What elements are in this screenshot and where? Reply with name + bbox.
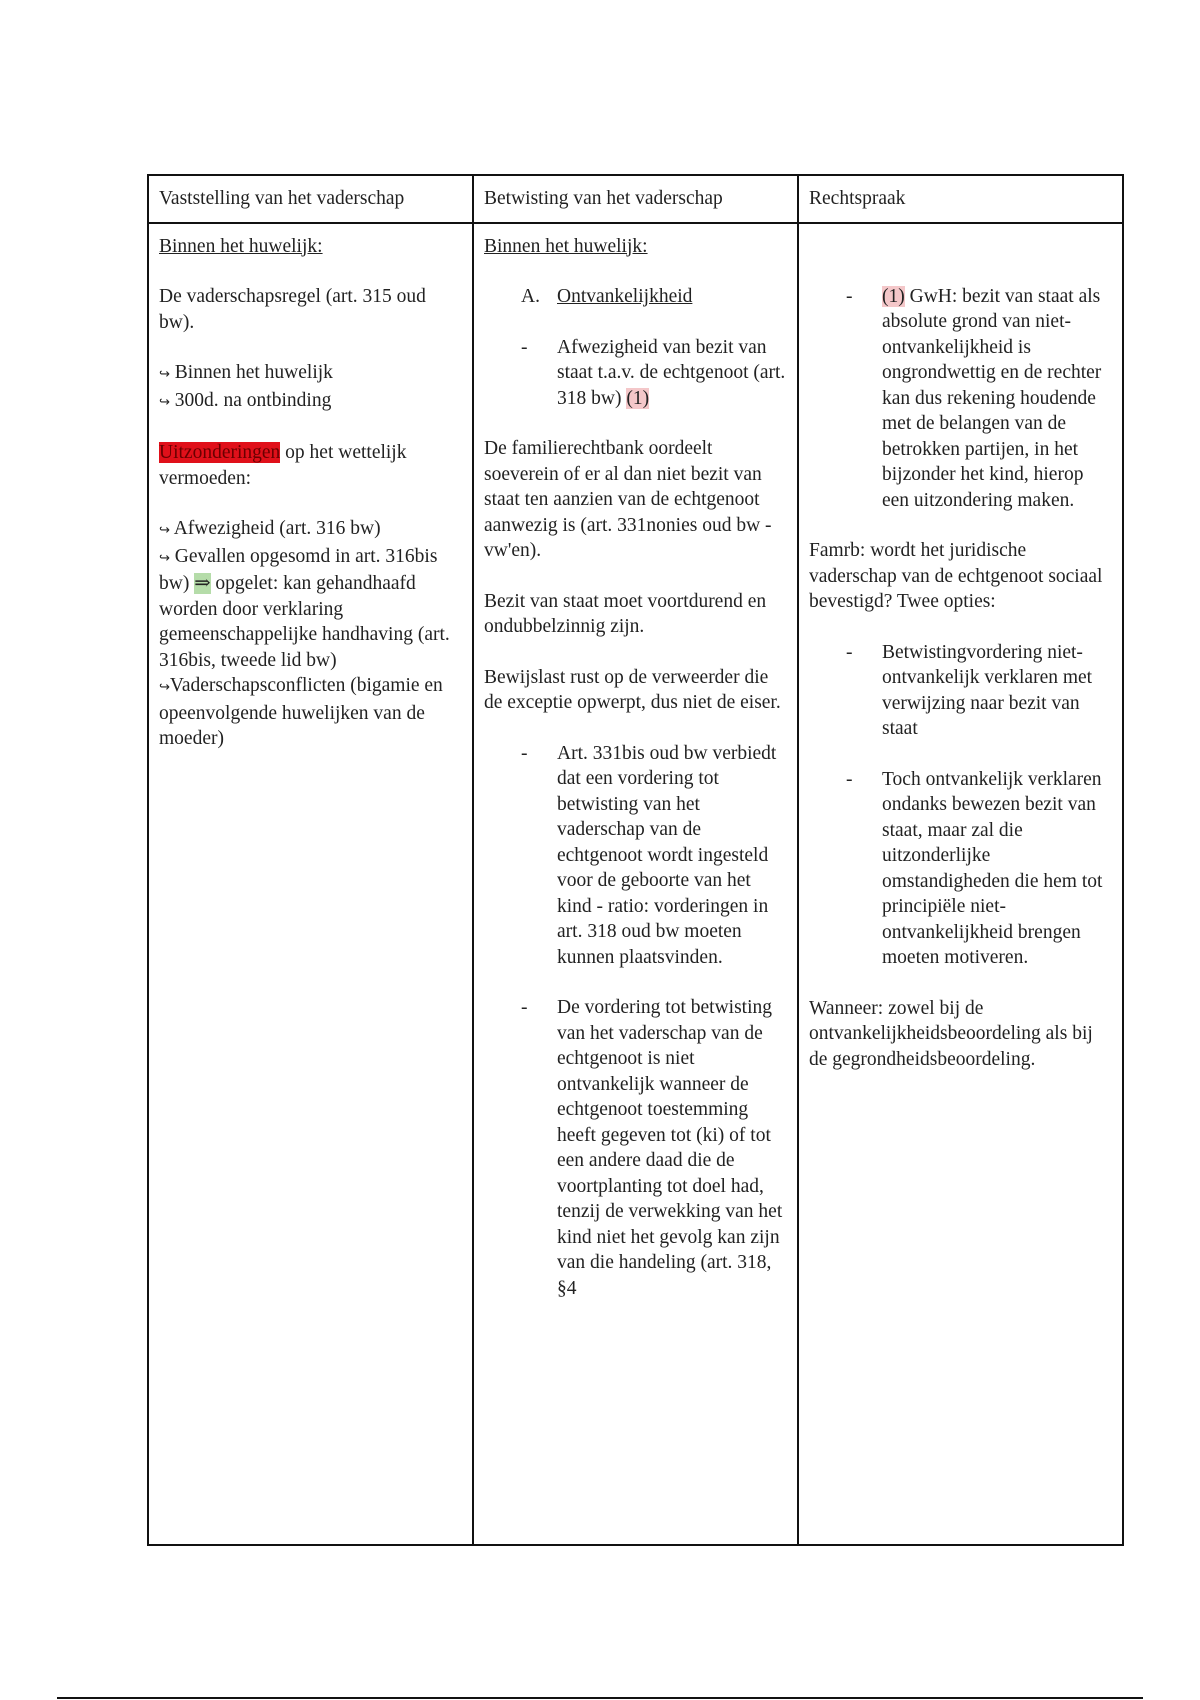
col2-dash-3-text: De vordering tot betwisting van het vaderschap van de echtgenoot is niet ontvankelijk wanneer de echtgenoot toestemming heeft gegeven tot (ki) of tot een andere daad die de voortplanting tot doel had, tenzij de verwekking van het kind niet het gevolg kan zijn van die handeling (art. 318, §4 xyxy=(557,997,783,1299)
col3-dash-item-2 xyxy=(809,640,1112,742)
col2-dash-item-1 xyxy=(484,335,787,412)
implies-arrow-icon: ⇒ xyxy=(194,573,211,594)
header-row xyxy=(148,175,1123,223)
col1-arrow-item-2 xyxy=(159,388,462,416)
footnote-ref: (1) xyxy=(626,387,650,409)
col3-dash-list-1 xyxy=(809,284,1112,514)
footer-divider xyxy=(57,1697,1143,1699)
col2-dash-item-3 xyxy=(484,995,787,1301)
cell-vaststelling xyxy=(148,223,473,1545)
col2-dash-2-text: Art. 331bis oud bw verbiedt dat een vordering tot betwisting van het vaderschap van de echtgenoot wordt ingesteld voor de geboorte van het kind - ratio: vorderingen in art. 318 oud bw moeten kunnen plaatsvinden. xyxy=(557,742,777,968)
arrow-icon: ↪ xyxy=(159,680,170,695)
col3-dash-list-2 xyxy=(809,640,1112,971)
exceptions-highlight: Uitzonderingen xyxy=(159,442,281,463)
col3-dash-3-text: Toch ontvankelijk verklaren ondanks bewezen bezit van staat, maar zal die uitzonderlijke omstandigheden die hem tot principiële niet-ontvankelijkheid brengen moeten motiveren. xyxy=(882,768,1103,968)
col1-arrow-item-1-text: Binnen het huwelijk xyxy=(174,362,333,383)
col3-para-2: Wanneer: zowel bij de ontvankelijkheidsbeoordeling als bij de gegrondheidsbeoordeling. xyxy=(809,997,1093,1070)
cell-rechtspraak xyxy=(798,223,1123,1545)
col3-dash-item-3 xyxy=(809,767,1112,971)
col2-dash-1-text: Afwezigheid van bezit van staat t.a.v. de echtgenoot (art. 318 bw) xyxy=(557,336,786,409)
dash-bullet: - xyxy=(846,641,853,663)
col1-arrow-item-3-text: Afwezigheid (art. 316 bw) xyxy=(173,518,381,539)
header-rechtspraak: Rechtspraak xyxy=(798,175,1123,223)
col2-para-1: De familierechtbank oordeelt soeverein of er al dan niet bezit van staat ten aanzien van de echtgenoot aanwezig is (art. 331nonies oud bw - vw'en). xyxy=(484,438,772,561)
col1-arrow-item-1 xyxy=(159,360,462,388)
col1-arrow-item-5-text: Vaderschapsconflicten (bigamie en opeenvolgende huwelijken van de moeder) xyxy=(159,675,443,749)
dash-bullet: - xyxy=(846,768,853,790)
col2-alpha-heading: Ontvankelijkheid xyxy=(557,286,693,307)
exceptions-rest: op het wettelijk vermoeden: xyxy=(159,442,407,489)
col2-dash-list-1 xyxy=(484,335,787,412)
dash-bullet: - xyxy=(846,285,853,307)
footnote-ref: (1) xyxy=(882,285,905,307)
cell-betwisting xyxy=(473,223,798,1545)
header-betwisting: Betwisting van het vaderschap xyxy=(473,175,798,223)
col2-dash-list-2 xyxy=(484,741,787,1302)
body-row xyxy=(148,223,1123,1545)
col1-arrow-item-2-text: 300d. na ontbinding xyxy=(174,389,332,411)
col2-subheading: Binnen het huwelijk: xyxy=(484,235,648,257)
arrow-icon: ↪ xyxy=(159,394,170,410)
col1-exceptions xyxy=(159,440,462,491)
col1-rule: De vaderschapsregel (art. 315 oud bw). xyxy=(159,286,426,333)
col3-para-1: Famrb: wordt het juridische vaderschap van de echtgenoot sociaal bevestigd? Twee opties: xyxy=(809,540,1103,612)
arrow-icon: ↪ xyxy=(159,367,170,382)
col1-arrow-item-4 xyxy=(159,544,462,674)
dash-bullet: - xyxy=(521,997,528,1018)
col3-dash-item-1 xyxy=(809,284,1112,514)
col3-dash-2-text: Betwistingvordering niet-ontvankelijk verklaren met verwijzing naar bezit van staat xyxy=(882,641,1093,739)
col1-arrow-item-3 xyxy=(159,516,462,544)
col1-subheading: Binnen het huwelijk: xyxy=(159,235,323,257)
dash-bullet: - xyxy=(521,336,528,358)
col1-arrow-item-4-text-b: opgelet: kan gehandhaafd worden door verklaring gemeenschappelijke handhaving (art. 316bis, tweede lid bw) xyxy=(159,573,450,671)
col2-alpha-item xyxy=(484,284,787,310)
col2-para-2: Bezit van staat moet voortdurend en ondubbelzinnig zijn. xyxy=(484,590,767,637)
col1-arrow-item-4-text-a: Gevallen opgesomd in art. 316bis bw) xyxy=(159,545,438,594)
arrow-icon: ↪ xyxy=(159,523,170,538)
arrow-icon: ↪ xyxy=(159,550,170,566)
header-vaststelling: Vaststelling van het vaderschap xyxy=(148,175,473,223)
document-table xyxy=(147,174,1124,1546)
alpha-marker: A. xyxy=(521,286,540,307)
col2-dash-item-2 xyxy=(484,741,787,971)
dash-bullet: - xyxy=(521,742,528,764)
col1-arrow-item-5 xyxy=(159,673,462,752)
col3-dash-1-text: GwH: bezit van staat als absolute grond van niet-ontvankelijkheid is ongrondwettig en de rechter kan dus rekening houdende met de belangen van de betrokken partijen, in het bijzonder het kind, hierop een uitzondering maken. xyxy=(882,285,1102,511)
col2-para-3: Bewijslast rust op de verweerder die de exceptie opwerpt, dus niet de eiser. xyxy=(484,666,781,713)
